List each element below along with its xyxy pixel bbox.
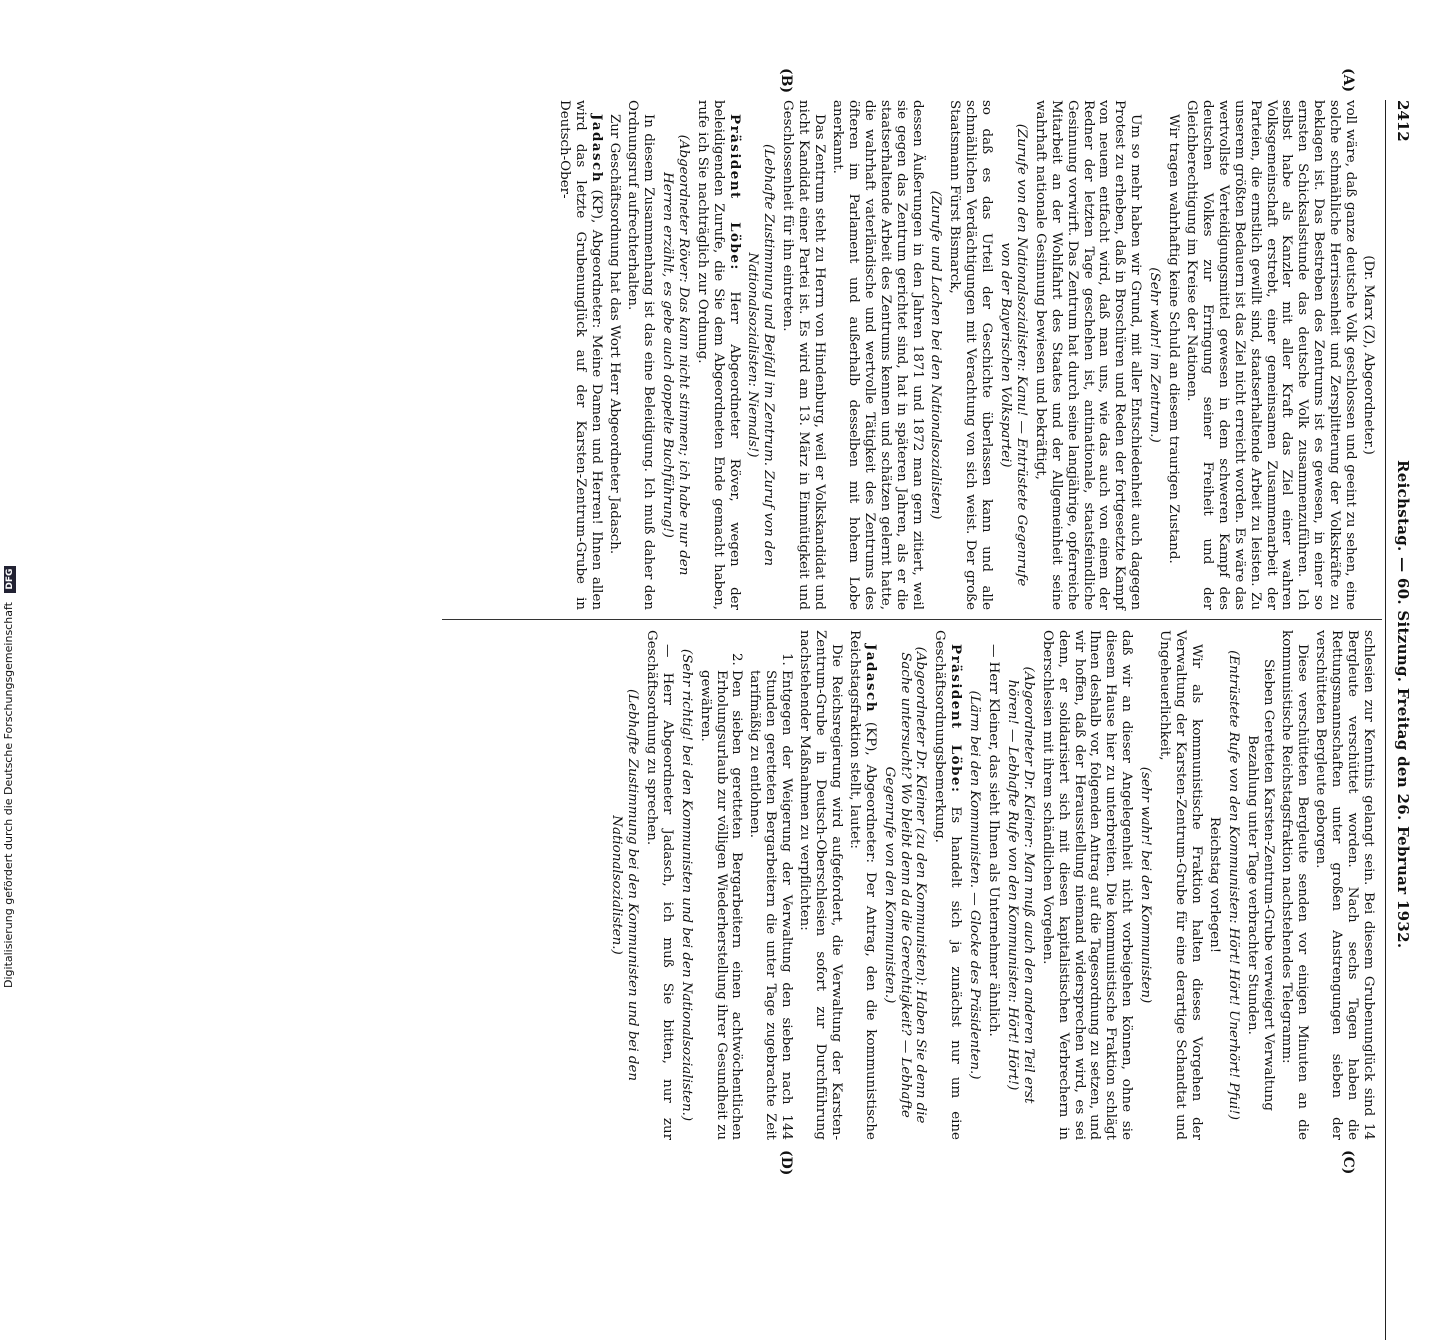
margin-mark-b: (B) (778, 68, 794, 94)
paragraph: Um so mehr haben wir Grund, mit aller Entschiedenheit auch dagegen Protest zu erheben, daß in Broschüren und Reden der fortgesetzte Kampf von neuem entfacht wird, daß man uns, wie das auch von einem der Redner der letzten Tage geschehen ist, antinationale, staatsfeindliche Gesinnung vorwirft. Das Zentrum hat durch seine langjährige, opferreiche Mitarbeit an der Wohlfahrt des Staates und der Allgemeinheit seine wahrhaft nationale Gesinnung bewiesen und bekräftigt, (1032, 100, 1144, 610)
funding-text: Digitalisierung gefördert durch die Deutsche Forschungsgemeinschaft (2, 602, 15, 988)
speech-text: Herr Abgeordneter Röver, wegen der beleidigenden Zurufe, die Sie dem Abgeordneten Ende gemacht haben, rufe ich Sie nachträglich zur Ordnung. (694, 100, 742, 610)
dfg-logo: DFG (4, 566, 16, 593)
speaker-name: Präsident Löbe: (948, 644, 965, 794)
header-rule (1385, 100, 1386, 1340)
speech-paragraph (846, 630, 878, 1140)
paragraph: dessen Äußerungen in den Jahren 1871 und 1872 man gern zitiert, weil sie gegen das Zentrum gerichtet sind, hat in späteren Jahren, als er die staatserhaltende Arbeit des Zentrums kennen und schätzen gelernt hatte, die wahrhaft vaterländische und wertvolle Tätigkeit des Zentrums des öfteren im Parlament und außerhalb desselben mit hohem Lobe anerkannt. (830, 100, 925, 610)
interjection: (Lärm bei den Kommunisten. — Glocke des Präsidenten.) (967, 690, 983, 1080)
paragraph: — Herr Kleiner, das sieht Ihnen als Unternehmer ähnlich. (986, 644, 1002, 1037)
interjection: (Abgeordneter Dr. Kleiner: Man muß auch den anderen Teil erst hören! — Lebhafte Rufe von den Kommunisten: Hört! Hört!) (1004, 666, 1036, 1104)
paragraph: Wir als kommunistische Fraktion halten dieses Vorgehen der Verwaltung der Karsten-Zentrum-Grube für eine derartige Schandtat und Ungeheuerlichkeit, (1157, 630, 1204, 1140)
interjection: (Lebhafte Zustimmung bei den Kommunisten und bei den Nationalsozialisten.) (609, 688, 641, 1081)
left-column (555, 100, 1376, 610)
telegram-quote: Reichstag vorlegen! (1206, 816, 1222, 954)
page-header (1390, 100, 1412, 1340)
speaker-reference: (Dr. Marx (Z), Abgeordneter.) (1361, 255, 1376, 455)
paragraph: — Herr Abgeordneter Jadasch, ich muß Sie bitten, nur zur Geschäftsordnung zu sprechen. (643, 630, 675, 1140)
list-item: 2. Den sieben geretteten Bergarbeitern einen achtwöchentlichen Erholungsurlaub zur völligen Wiederherstellung ihrer Gesundheit zu gewähren. (697, 670, 745, 1140)
interjection: (Abgeordneter Röver: Das kann nicht stimmen; ich habe nur den Herren erzählt, es gebe auch doppelte Buchführung!) (659, 134, 691, 576)
interjection: (sehr wahr! bei den Kommunisten) (1138, 766, 1154, 1004)
motion-list (697, 660, 794, 1140)
paragraph: Wir tragen wahrhaftig keine Schuld an diesem traurigen Zustand. (1166, 114, 1182, 564)
interjection: (Sehr wahr! im Zentrum.) (1147, 267, 1163, 443)
paragraph: so daß es das Urteil der Geschichte überlassen kann und alle schmählichen Verdächtigungen mit Verachtung von sich weist. Der große Staatsmann Fürst Bismarck, (947, 100, 995, 610)
speaker-name: Jadasch (589, 114, 606, 183)
interjection: (Lebhafte Zustimmung und Beifall im Zentrum. Zuruf von den Nationalsozialisten: Niemals!) (745, 143, 777, 567)
speaker-name: Jadasch (862, 644, 879, 713)
paragraph: Diese verschütteten Bergleute senden vor einigen Minuten an die kommunistische Reichstagsfraktion nachstehendes Telegramm: (1279, 630, 1311, 1140)
interjection: (Entrüstete Rufe von den Kommunisten: Hört! Hört! Unerhört! Pfui!) (1225, 650, 1241, 1120)
paragraph: In diesem Zusammenhang ist das eine Beleidigung. Ich muß daher den Ordnungsruf aufrechterhalten. (625, 100, 657, 610)
running-head: Reichstag. — 60. Sitzung. Freitag den 26. Februar 1932. (1394, 460, 1412, 949)
interjection: (Zurufe und Lachen bei den Nationalsozialisten) (928, 190, 944, 520)
paragraph: Die Reichsregierung wird aufgefordert, die Verwaltung der Karsten-Zentrum-Grube in Deutsch-Oberschlesien sofort zur Durchführung nachstehender Maßnahmen zu verpflichten: (797, 630, 844, 1140)
paragraph: Das Zentrum steht zu Herrn von Hindenburg, weil er Volkskandidat und nicht Kandidat einer Partei ist. Es wird am 13. März in Einmütigkeit und Geschlossenheit für ihn eintreten. (780, 100, 828, 610)
column-divider (442, 619, 1382, 620)
interjection: (Sehr richtig! bei den Kommunisten und bei den Nationalsozialisten.) (678, 648, 694, 1122)
margin-mark-a: (A) (1340, 68, 1356, 93)
list-item: 1. Entgegen der Weigerung der Verwaltung den sieben nach 144 Stunden geretteten Bergarbeitern die unter Tage zugebrachte Zeit tarifmäßig zu entlohnen. (746, 670, 794, 1140)
interjection: (Zurufe von den Nationalsozialisten: Kanu! — Entrüstete Gegenrufe von der Bayerischen Volkspartei) (998, 123, 1029, 587)
speech-text: (KP), Abgeordneter: Der Antrag, den die kommunistische Reichstagsfraktion stellt, lautet: (846, 630, 878, 1140)
telegram-quote: Sieben Geretteten Karsten-Zentrum-Grube verweigert Verwaltung Bezahlung unter Tage verbrachter Stunden. (1244, 658, 1276, 1112)
paragraph: daß wir an dieser Angelegenheit nicht vorbeigehen können, ohne sie diesem Hause hier zu unterbreiten. Die kommunistische Fraktion schlägt Ihnen deshalb vor, folgenden Antrag auf die Tagesordnung zu setzen, und wir hoffen, daß der Herausstellung niemand widersprechen wird, es sei denn, er solidarisiert sich mit diesen kapitalistischen Verbrechern in Oberschlesien mit ihrem schändlichen Vorgehen. (1039, 630, 1135, 1140)
margin-mark-d: (D) (778, 1150, 794, 1176)
speech-paragraph (557, 100, 605, 610)
paragraph: voll wäre, daß ganze deutsche Volk geschlossen und geeint zu sehen, eine solche schmähliche Herrissenheit und Zersplitterung der Volkskräfte zu beklagen ist. Das Bestreben des Zentrums ist es gewesen, in einer so ernsten Schicksalsstunde das deutsche Volk zusammenzuführen. Ich selbst habe als Kanzler mit aller Kraft das Ziel einer wahren Volksgemeinschaft erstrebt, einer gemeinsamen Zusammenarbeit der Parteien, die ernstlich gewillt sind, staatserhaltende Arbeit zu leisten. Zu unserem größten Bedauern ist das Ziel nicht erreicht worden. Es wäre das wertvollste Verteidigungsmittel gewesen in dem schweren Kampf des deutschen Volkes zur Erringung seiner Freiheit und der Gleichberechtigung im Kreise der Nationen. (1184, 100, 1359, 610)
interjection: (Abgeordneter Dr. Kleiner (zu den Kommunisten): Haben Sie denn die Sache untersucht? Wo bleibt denn da die Gerechtigkeit? — Lebhafte Gegenrufe von den Kommunisten.) (881, 646, 929, 1124)
speech-text: Es handelt sich ja zunächst nur um eine Geschäftsordnungsbemerkung. (932, 630, 964, 1140)
speech-paragraph (694, 100, 742, 610)
speech-text: (KP), Abgeordneter: Meine Damen und Herren! Ihnen allen wird das letzte Grubenunglück auf der Karsten-Zentrum-Grube in Deutsch-Ober- (557, 100, 605, 610)
speech-paragraph (931, 630, 963, 1140)
speaker-name: Präsident Löbe: (726, 114, 743, 271)
right-column (605, 630, 1376, 1140)
margin-mark-c: (C) (1340, 1150, 1356, 1175)
paragraph: Zur Geschäftsordnung hat das Wort Herr Abgeordneter Jadasch. (607, 114, 623, 555)
paragraph: schlesien zur Kenntnis gelangt sein. Bei diesem Grubenunglück sind 14 Bergleute verschüttet worden. Nach sechs Tagen haben die Rettungsmannschaften unter großen Anstrengungen sieben der verschütteten Bergleute geborgen. (1313, 630, 1376, 1140)
page-number: 2412 (1394, 100, 1412, 142)
